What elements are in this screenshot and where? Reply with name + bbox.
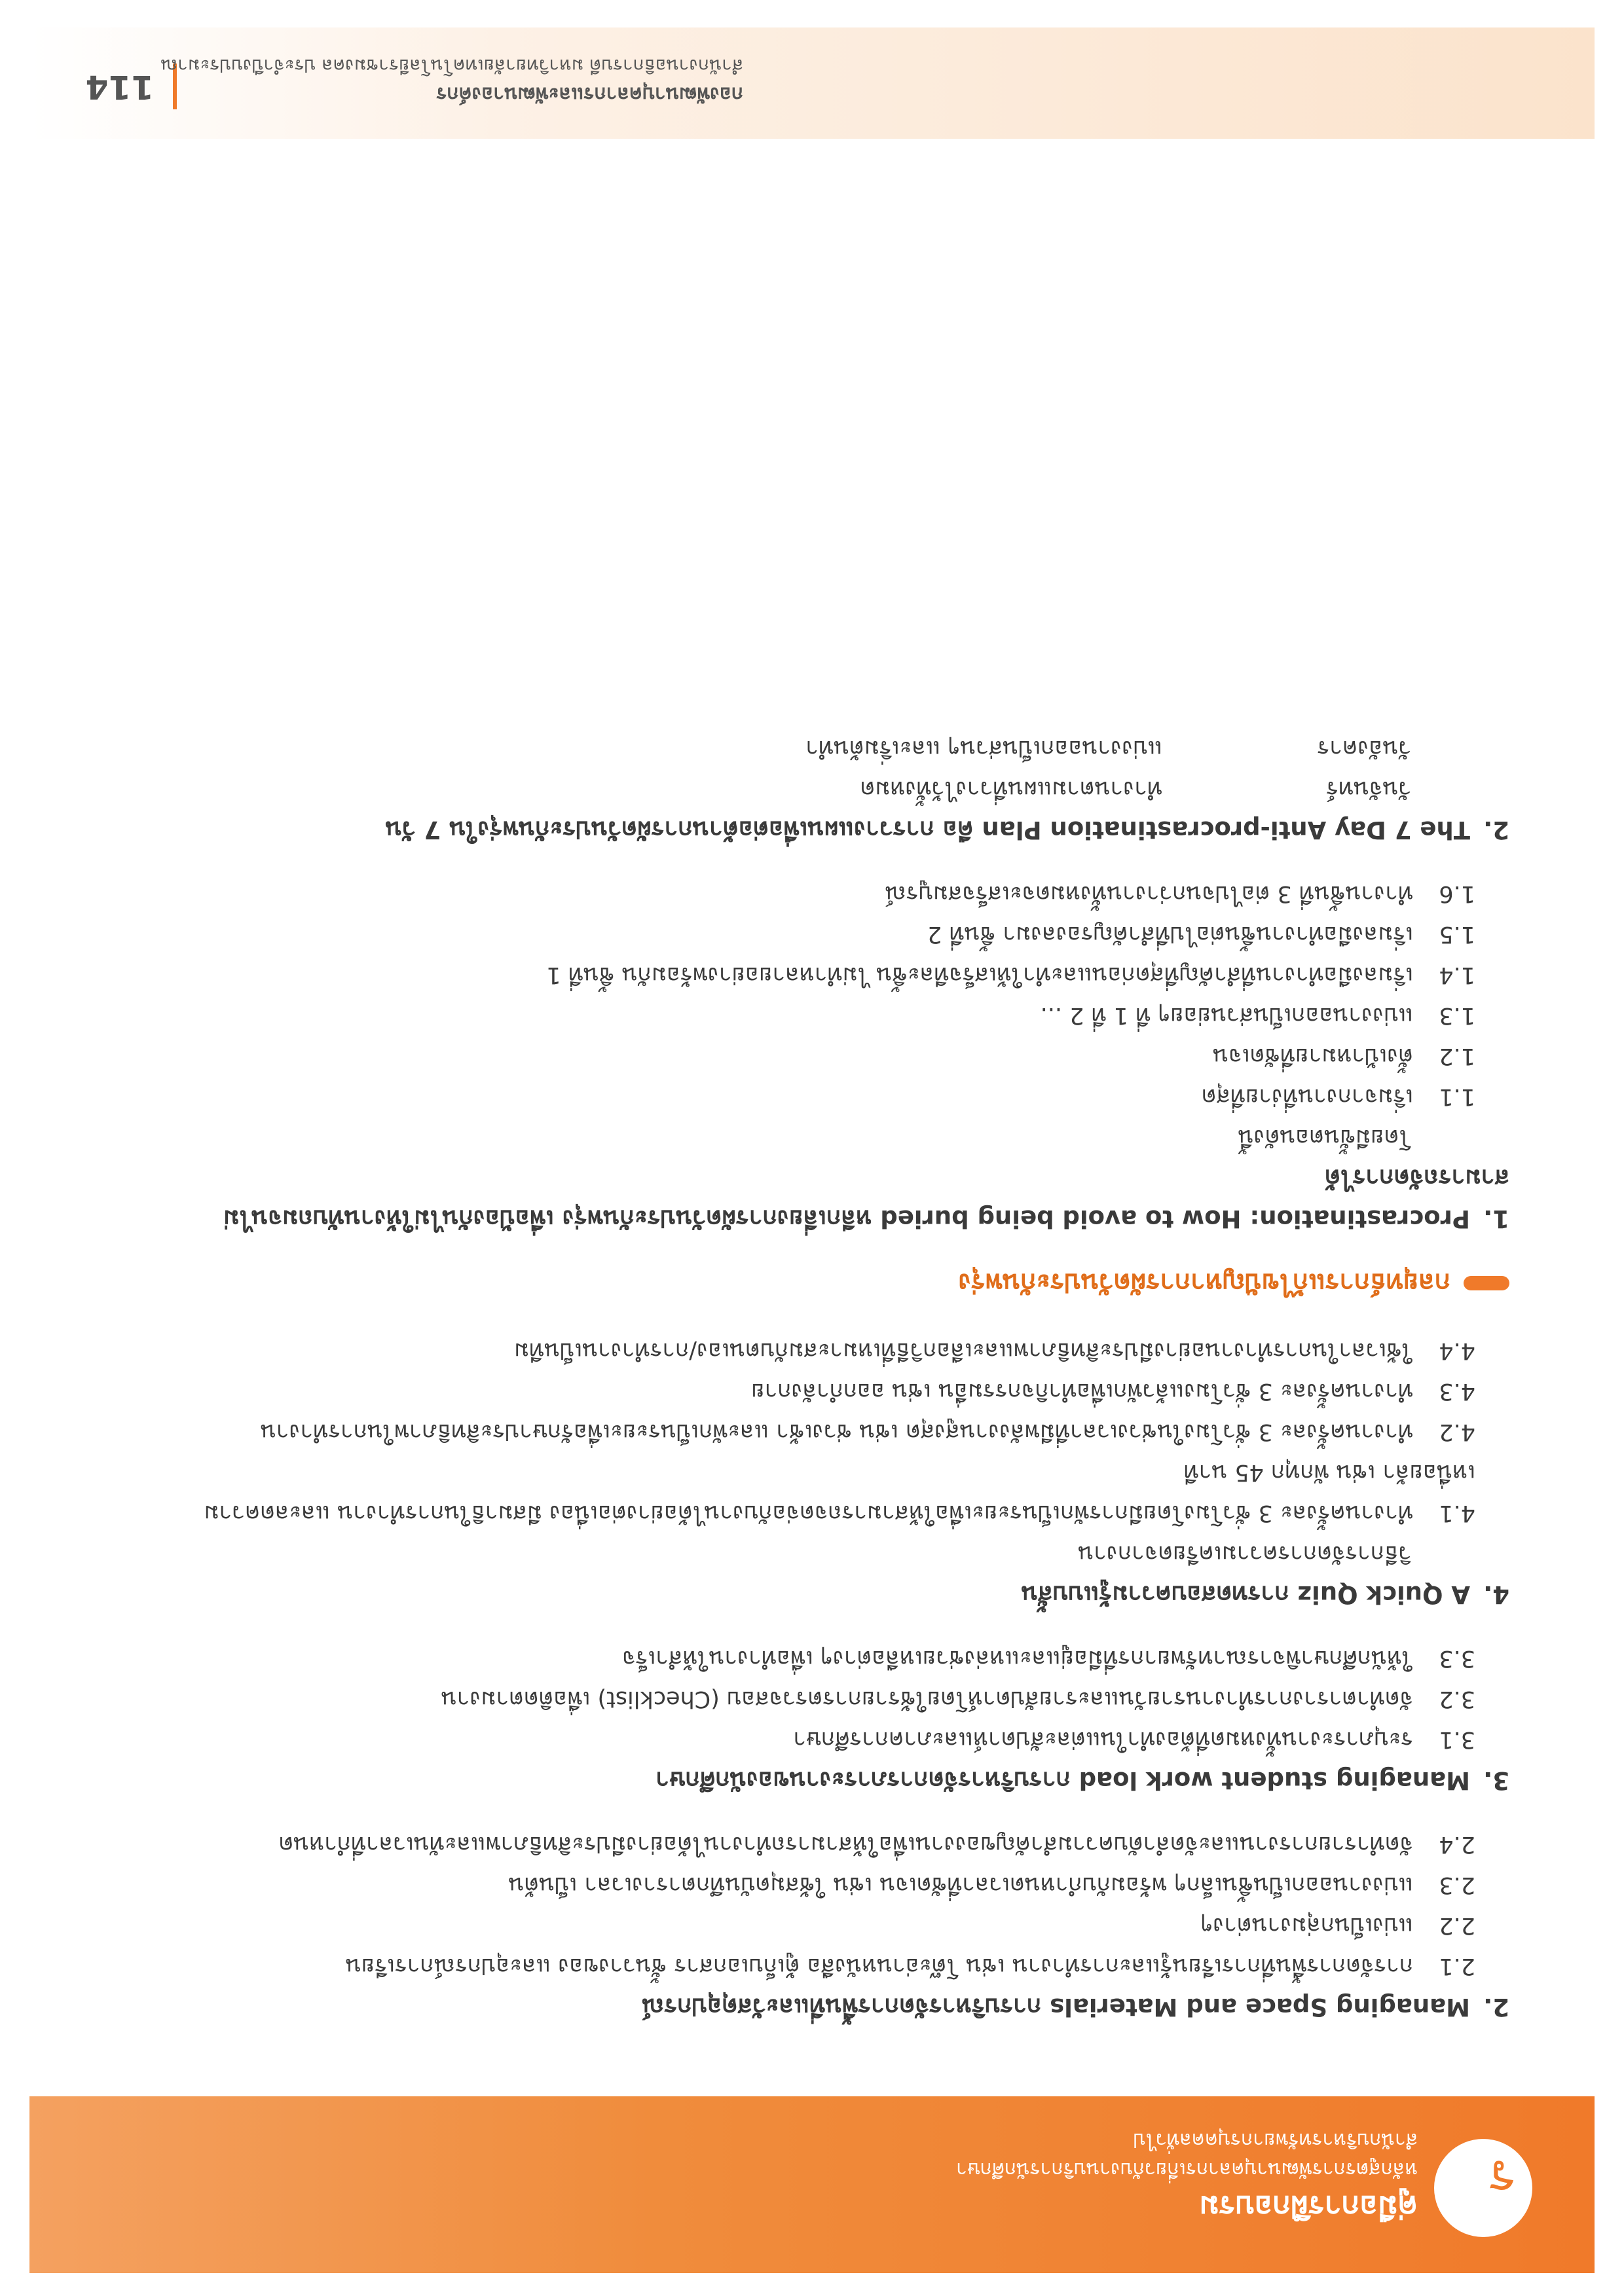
item-text: แบ่งงานออกเป็นชิ้นเล็กๆ พร้อมกับกำหนดเวลาที่ชัดเจน เช่น ใช้สมุดบันทึกตารางเวลา เป็นต้น	[508, 1872, 1413, 1898]
item-text: ใช้เวลาในการทำงานอย่างมีประสิทธิภาพและเลือกวิธีที่เหมาะสมกับตนเอง/การทำงานเป็นทีม	[513, 1338, 1413, 1364]
item-text: จัดทำตารางการทำงานรายวันและรายสัปดาห์โดยใช้รายการตรวจสอบ (Checklist) เพื่อติดตามงาน	[441, 1686, 1413, 1712]
list-item	[147, 1371, 1509, 1412]
item-text: ระบุภาระงานทั้งหมดที่ต้องทำในแต่ละสัปดาห์และภาคการศึกษา	[793, 1726, 1413, 1753]
item-number: 3.1	[1439, 1726, 1475, 1753]
item-text: The 7 Day Anti-procrastination Plan คือ การวางแผนเพื่อต่อต้านการผัดวันประกันพรุ่งใน 7 วัน	[385, 816, 1470, 844]
list-item	[147, 1330, 1509, 1371]
list-item	[147, 1412, 1509, 1452]
item-number: 3.3	[1439, 1645, 1475, 1671]
list-item	[147, 1865, 1509, 1905]
item-number: 3.	[1483, 1766, 1509, 1795]
item-number: 3.2	[1439, 1686, 1475, 1712]
list-heading	[147, 1760, 1509, 1800]
schedule-row	[147, 728, 1509, 769]
footer-line-1: กองพัฒนาบุคลากรและพัฒนาองค์กร	[436, 82, 743, 105]
item-number: 4.	[1483, 1580, 1509, 1609]
item-text: Managing student work load การบริหารจัดการภาระงานของนักศึกษา	[655, 1766, 1470, 1795]
item-text: ให้นักศึกษาพิจารณาทรัพยากรที่มีอยู่และแหล่งช่วยเหลือต่างๆ เพื่อทำงานให้สำเร็จ	[621, 1645, 1413, 1671]
item-text: จัดทำรายการงานและจัดลำดับความสำคัญของงานเพื่อให้สามารถทำงานได้อย่างมีประสิทธิภาพและทันเวลาที่กำหนด	[278, 1831, 1413, 1857]
item-number: 1.6	[1439, 881, 1475, 907]
schedule-task: แบ่งงานออกเป็นส่วนๆ และเริ่มต้นทำ	[805, 735, 1162, 761]
item-number: 1.3	[1439, 1002, 1475, 1029]
item-text: Procrastination: How to avoid being buried หลีกเลี่ยงการผัดวันประกันพรุ่ง เพื่อป้องกันไม่ให้งานทับถมจนไม่สามารถจัดการได้	[223, 1164, 1509, 1233]
logo-badge	[1434, 2139, 1532, 2237]
item-text: ทำงานครั้งละ 3 ชั่วโมงในช่วงเวลาที่มีพลังงานสูงสุด เช่น ช่วงเช้า และพักเป็นระยะเพื่อรักษาประสิทธิภาพในการทำงาน	[260, 1419, 1413, 1445]
logo-icon: ร	[1488, 2149, 1516, 2208]
item-number: 1.1	[1439, 1084, 1475, 1110]
schedule-day: วันจันทร์	[1326, 776, 1411, 802]
item-number: 2.3	[1439, 1872, 1475, 1898]
item-number: 2.	[1483, 816, 1509, 844]
page-header	[29, 2096, 1595, 2273]
header-subtitle: หลักสูตรการพัฒนาบุคลากรเกี่ยวกับงานบริการนักศึกษา	[955, 2158, 1418, 2181]
list-item	[147, 1719, 1509, 1760]
document-page	[29, 23, 1595, 2273]
item-number: 4.2	[1439, 1419, 1475, 1445]
schedule-day: วันอังคาร	[1317, 735, 1411, 761]
item-text: A Quick Quiz การทดสอบความรู้แบบสั้น	[1021, 1580, 1470, 1609]
list-item	[147, 1638, 1509, 1679]
item-text: การจัดการพื้นที่การเรียนรู้และการทำงาน เช่น โต๊ะอ่านหนังสือ ตู้เก็บเอกสาร ชั้นวางของ และอุปกรณ์การเรียน	[345, 1953, 1413, 1979]
item-text: แบ่งงานออกเป็นส่วนย่อยๆ ที่ 1 ที่ 2 ...	[1040, 1002, 1413, 1029]
page-number: 114	[85, 68, 154, 106]
header-title: คู่มือการฝึกอบรม	[1199, 2189, 1418, 2225]
section-title: กลยุทธ์การแก้ไขปัญหาการผัดวันประกันพรุ่ง	[958, 1267, 1450, 1298]
section-heading	[147, 1262, 1509, 1304]
list-item	[147, 955, 1509, 995]
item-number: 4.4	[1439, 1338, 1475, 1364]
item-text: ทำงานครั้งละ 3 ชั่วโมงโดยมีการพักเป็นระยะเพื่อให้สามารถจดจ่อกับงานได้อย่างต่อเนื่อง มีสมาธิในการทำงาน และลดความเหนื่อยล้า เช่น พักทุก 45 นาที	[204, 1459, 1475, 1526]
item-text: เริ่มลงมือทำงานชิ้นต่อไปที่สำคัญรองลงมา ชิ้นที่ 2	[927, 921, 1413, 947]
list-heading	[147, 809, 1509, 850]
list-item	[147, 995, 1509, 1036]
item-text: แบ่งเป็นกลุ่มงานต่างๆ	[1200, 1912, 1413, 1939]
schedule-task: ทำงานตามแผนที่วางไว้ทั้งหมด	[860, 776, 1162, 802]
list-item	[147, 1946, 1509, 1986]
section-bullet-icon	[1464, 1276, 1509, 1290]
item-number: 2.2	[1439, 1912, 1475, 1939]
list-item	[147, 1117, 1509, 1157]
list-item	[147, 1036, 1509, 1076]
list-heading	[147, 1986, 1509, 2027]
item-number: 2.4	[1439, 1831, 1475, 1857]
item-text: ตั้งเป้าหมายที่ชัดเจน	[1213, 1043, 1413, 1069]
list-item	[147, 1905, 1509, 1946]
list-item	[147, 914, 1509, 955]
document-body	[147, 728, 1509, 2050]
item-number: 4.3	[1439, 1378, 1475, 1404]
item-number: 2.	[1483, 1993, 1509, 2021]
list-heading	[147, 1574, 1509, 1614]
item-number: 4.1	[1439, 1500, 1475, 1526]
footer-line-2: สำนักงานอธิการบดี มหาวิทยาลัยเทคโนโลยีราชมงคล ประจำปีงบประมาณ	[160, 55, 743, 77]
item-text: ทำงานชิ้นที่ 3 ต่อไปจนกว่างานทั้งหมดจะเสร็จสมบูรณ์	[885, 881, 1413, 907]
item-number: 2.1	[1439, 1953, 1475, 1979]
item-text: Managing Space and Materials การบริหารจัดการพื้นที่และวัสดุอุปกรณ์	[641, 1993, 1470, 2021]
item-text: วิธีการจัดการความเครียดจากงาน	[1078, 1540, 1411, 1567]
item-number: 1.2	[1439, 1043, 1475, 1069]
item-text: เริ่มลงมือทำงานที่สำคัญที่สุดก่อนและทำให้เสร็จทีละชิ้น ไม่ทำหลายอย่างพร้อมกัน ชิ้นที่ 1	[546, 962, 1413, 988]
page-footer	[29, 27, 1595, 139]
item-number: 1.	[1483, 1205, 1509, 1233]
list-item	[147, 873, 1509, 914]
header-subtitle-2: สำนักบริหารทรัพยากรบุคคลทั่วไป	[1133, 2128, 1418, 2151]
list-item	[147, 1533, 1509, 1574]
list-heading	[147, 1157, 1509, 1239]
item-text: โดยมีขั้นตอนดังนี้	[1238, 1124, 1411, 1150]
item-text: เริ่มจากงานที่ง่ายที่สุด	[1201, 1084, 1413, 1110]
item-text: ทำงานครั้งละ 3 ชั่วโมงแล้วพักเพื่อทำกิจกรรมอื่น เช่น ออกกำลังกาย	[751, 1378, 1413, 1404]
list-item	[147, 1076, 1509, 1117]
schedule-row	[147, 769, 1509, 809]
list-item	[147, 1452, 1509, 1533]
item-number: 1.4	[1439, 962, 1475, 988]
list-item	[147, 1679, 1509, 1719]
item-number: 1.5	[1439, 921, 1475, 947]
list-item	[147, 1824, 1509, 1865]
